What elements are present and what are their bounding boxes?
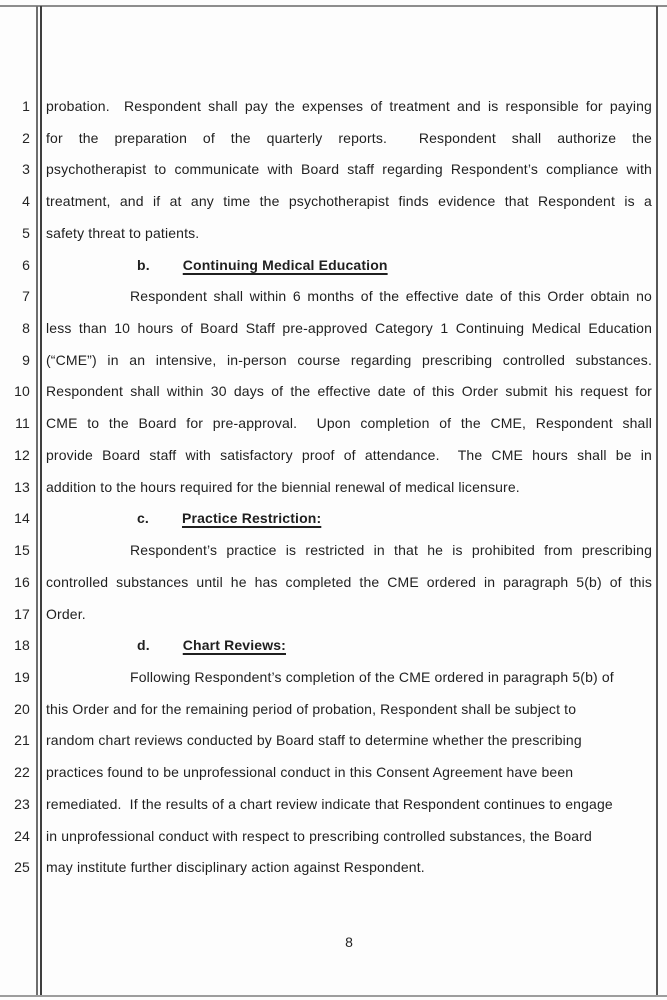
line-row — [0, 154, 667, 186]
heading-row — [0, 250, 667, 282]
pleading-lines — [0, 91, 667, 884]
line-row — [0, 313, 667, 345]
line-number: 20 — [14, 700, 30, 717]
heading-row — [0, 503, 667, 535]
line-row — [0, 694, 667, 726]
line-number: 12 — [14, 446, 30, 463]
line-text: controlled substances until he has completed the CME ordered in paragraph 5(b) of this — [46, 573, 652, 590]
line-number: 21 — [14, 732, 30, 749]
line-text: random chart reviews conducted by Board staff to determine whether the prescribing — [46, 732, 582, 749]
heading-text — [46, 503, 652, 535]
line-text: provide Board staff with satisfactory proof of attendance. The CME hours shall be in — [46, 446, 652, 463]
line-number: 9 — [22, 351, 30, 368]
line-text: addition to the hours required for the biennial renewal of medical licensure. — [46, 478, 520, 495]
line-number: 10 — [14, 383, 30, 400]
line-text: safety threat to patients. — [46, 224, 200, 241]
line-text: Following Respondent’s completion of the CME ordered in paragraph 5(b) of — [130, 668, 614, 685]
line-row — [0, 440, 667, 472]
line-number: 7 — [22, 288, 30, 305]
line-row — [0, 281, 667, 313]
line-number: 25 — [14, 859, 30, 876]
line-number: 18 — [14, 637, 30, 654]
bottom-horizontal-rule — [0, 995, 667, 997]
line-row — [0, 757, 667, 789]
line-row — [0, 408, 667, 440]
line-text: CME to the Board for pre-approval. Upon completion of the CME, Respondent shall — [46, 415, 652, 432]
line-number: 24 — [14, 827, 30, 844]
line-row — [0, 821, 667, 853]
line-text: treatment, and if at any time the psychotherapist finds evidence that Respondent is a — [46, 193, 652, 210]
line-row — [0, 599, 667, 631]
heading-title: Chart Reviews: — [182, 637, 286, 654]
line-number: 6 — [22, 256, 30, 273]
heading-letter: b. — [137, 256, 150, 273]
line-text: probation. Respondent shall pay the expenses of treatment and is responsible for paying — [46, 98, 652, 114]
heading-letter: d. — [137, 637, 150, 654]
line-text: may institute further disciplinary action against Respondent. — [46, 859, 425, 876]
line-text: less than 10 hours of Board Staff pre-approved Category 1 Continuing Medical Education — [46, 320, 652, 337]
line-number: 3 — [22, 161, 30, 178]
line-row — [0, 725, 667, 757]
line-row — [0, 789, 667, 821]
line-text: Respondent’s practice is restricted in that he is prohibited from prescribing — [130, 542, 652, 559]
line-number: 5 — [22, 224, 30, 241]
line-text: psychotherapist to communicate with Board staff regarding Respondent’s compliance with — [46, 161, 652, 178]
line-number: 8 — [22, 320, 30, 337]
line-number: 1 — [22, 98, 30, 114]
line-row — [0, 535, 667, 567]
line-number: 13 — [14, 478, 30, 495]
line-number: 17 — [14, 605, 30, 622]
page-number: 8 — [345, 934, 353, 950]
line-number: 4 — [22, 193, 30, 210]
line-text: this Order and for the remaining period of probation, Respondent shall be subject to — [46, 700, 577, 717]
line-text: in unprofessional conduct with respect to prescribing controlled substances, the Board — [46, 827, 592, 844]
line-row — [0, 186, 667, 218]
line-row — [0, 218, 667, 250]
line-text: practices found to be unprofessional conduct in this Consent Agreement have been — [46, 764, 574, 781]
line-number: 14 — [14, 510, 30, 527]
line-number: 11 — [15, 415, 30, 432]
line-row — [0, 472, 667, 504]
line-text: remediated. If the results of a chart review indicate that Respondent continues to engage — [46, 795, 613, 812]
line-number: 16 — [14, 573, 30, 590]
heading-text — [46, 250, 652, 282]
line-number: 15 — [14, 542, 30, 559]
line-row — [0, 852, 667, 884]
line-row — [0, 91, 667, 123]
line-row — [0, 376, 667, 408]
line-number: 23 — [14, 795, 30, 812]
line-text: (“CME”) in an intensive, in-person course regarding prescribing controlled substances. — [46, 351, 652, 368]
line-text: for the preparation of the quarterly reports. Respondent shall authorize the — [46, 129, 652, 146]
heading-title: Continuing Medical Education — [182, 256, 388, 273]
line-row — [0, 345, 667, 377]
line-text: Respondent shall within 30 days of the effective date of this Order submit his request for — [46, 383, 652, 400]
line-number: 2 — [22, 129, 30, 146]
line-row — [0, 662, 667, 694]
line-row — [0, 567, 667, 599]
top-horizontal-rule — [0, 5, 667, 7]
line-row — [0, 123, 667, 155]
line-text: Order. — [46, 605, 86, 622]
heading-letter: c. — [137, 510, 149, 527]
line-number: 19 — [14, 668, 30, 685]
line-number: 22 — [14, 764, 30, 781]
heading-title: Practice Restriction: — [181, 510, 322, 527]
heading-text — [46, 630, 652, 662]
heading-row — [0, 630, 667, 662]
line-text: Respondent shall within 6 months of the effective date of this Order obtain no — [130, 288, 652, 305]
